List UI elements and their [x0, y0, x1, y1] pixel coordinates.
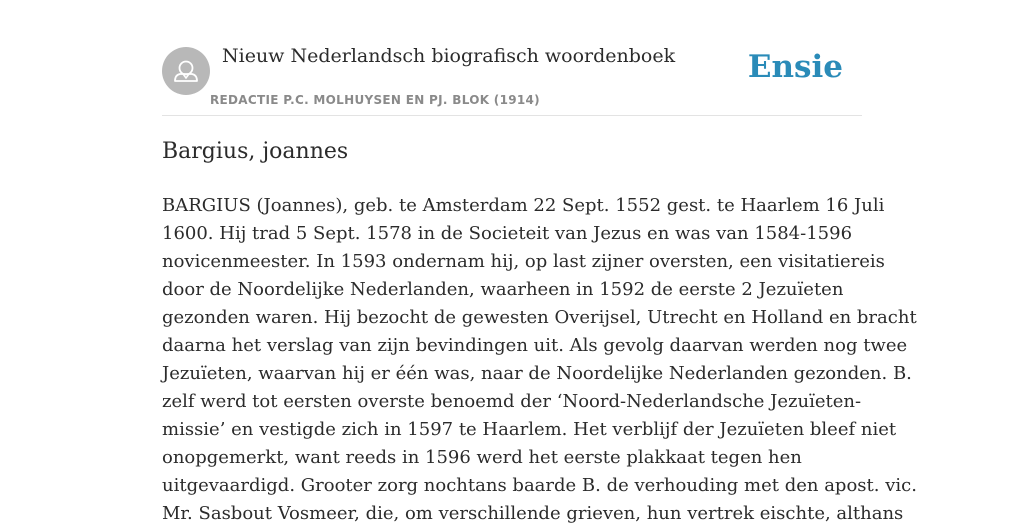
body-line: novicenmeester. In 1593 ondernam hij, op last zijner oversten, een visitatiereis: [162, 251, 885, 272]
body-line: daarna het verslag van zijn bevindingen uit. Als gevolg daarvan werden nog twee: [162, 335, 908, 356]
entry-title: Bargius, joannes: [162, 139, 349, 164]
body-line: Jezuïeten, waarvan hij er één was, naar de Noordelijke Nederlanden gezonden. B.: [162, 363, 912, 384]
entry-body: [162, 192, 917, 528]
body-line: onopgemerkt, want reeds in 1596 werd het eerste plakkaat tegen hen: [162, 447, 802, 468]
body-line: Mr. Sasbout Vosmeer, die, om verschillende grieven, hun vertrek eischte, althans: [162, 503, 904, 524]
book-title[interactable]: Nieuw Nederlandsch biografisch woordenboek: [222, 45, 676, 67]
brand-logo[interactable]: Ensie: [747, 49, 843, 85]
book-editor: REDACTIE P.C. MOLHUYSEN EN PJ. BLOK (1914): [210, 93, 540, 107]
body-line: door de Noordelijke Nederlanden, waarheen in 1592 de eerste 2 Jezuïeten: [162, 279, 844, 300]
user-silhouette-icon: [162, 47, 210, 95]
body-line: BARGIUS (Joannes), geb. te Amsterdam 22 Sept. 1552 gest. te Haarlem 16 Juli: [162, 195, 885, 216]
body-line: missie’ en vestigde zich in 1597 te Haarlem. Het verblijf der Jezuïeten bleef niet: [162, 419, 897, 440]
body-line: uitgevaardigd. Grooter zorg nochtans baarde B. de verhouding met den apost. vic.: [162, 475, 917, 496]
body-line: zelf werd tot eersten overste benoemd der ‘Noord-Nederlandsche Jezuïeten-: [162, 391, 862, 412]
body-line: 1600. Hij trad 5 Sept. 1578 in de Societeit van Jezus en was van 1584-1596: [162, 223, 853, 244]
header: [162, 0, 862, 116]
body-line: gezonden waren. Hij bezocht de gewesten Overijsel, Utrecht en Holland en bracht: [162, 307, 917, 328]
